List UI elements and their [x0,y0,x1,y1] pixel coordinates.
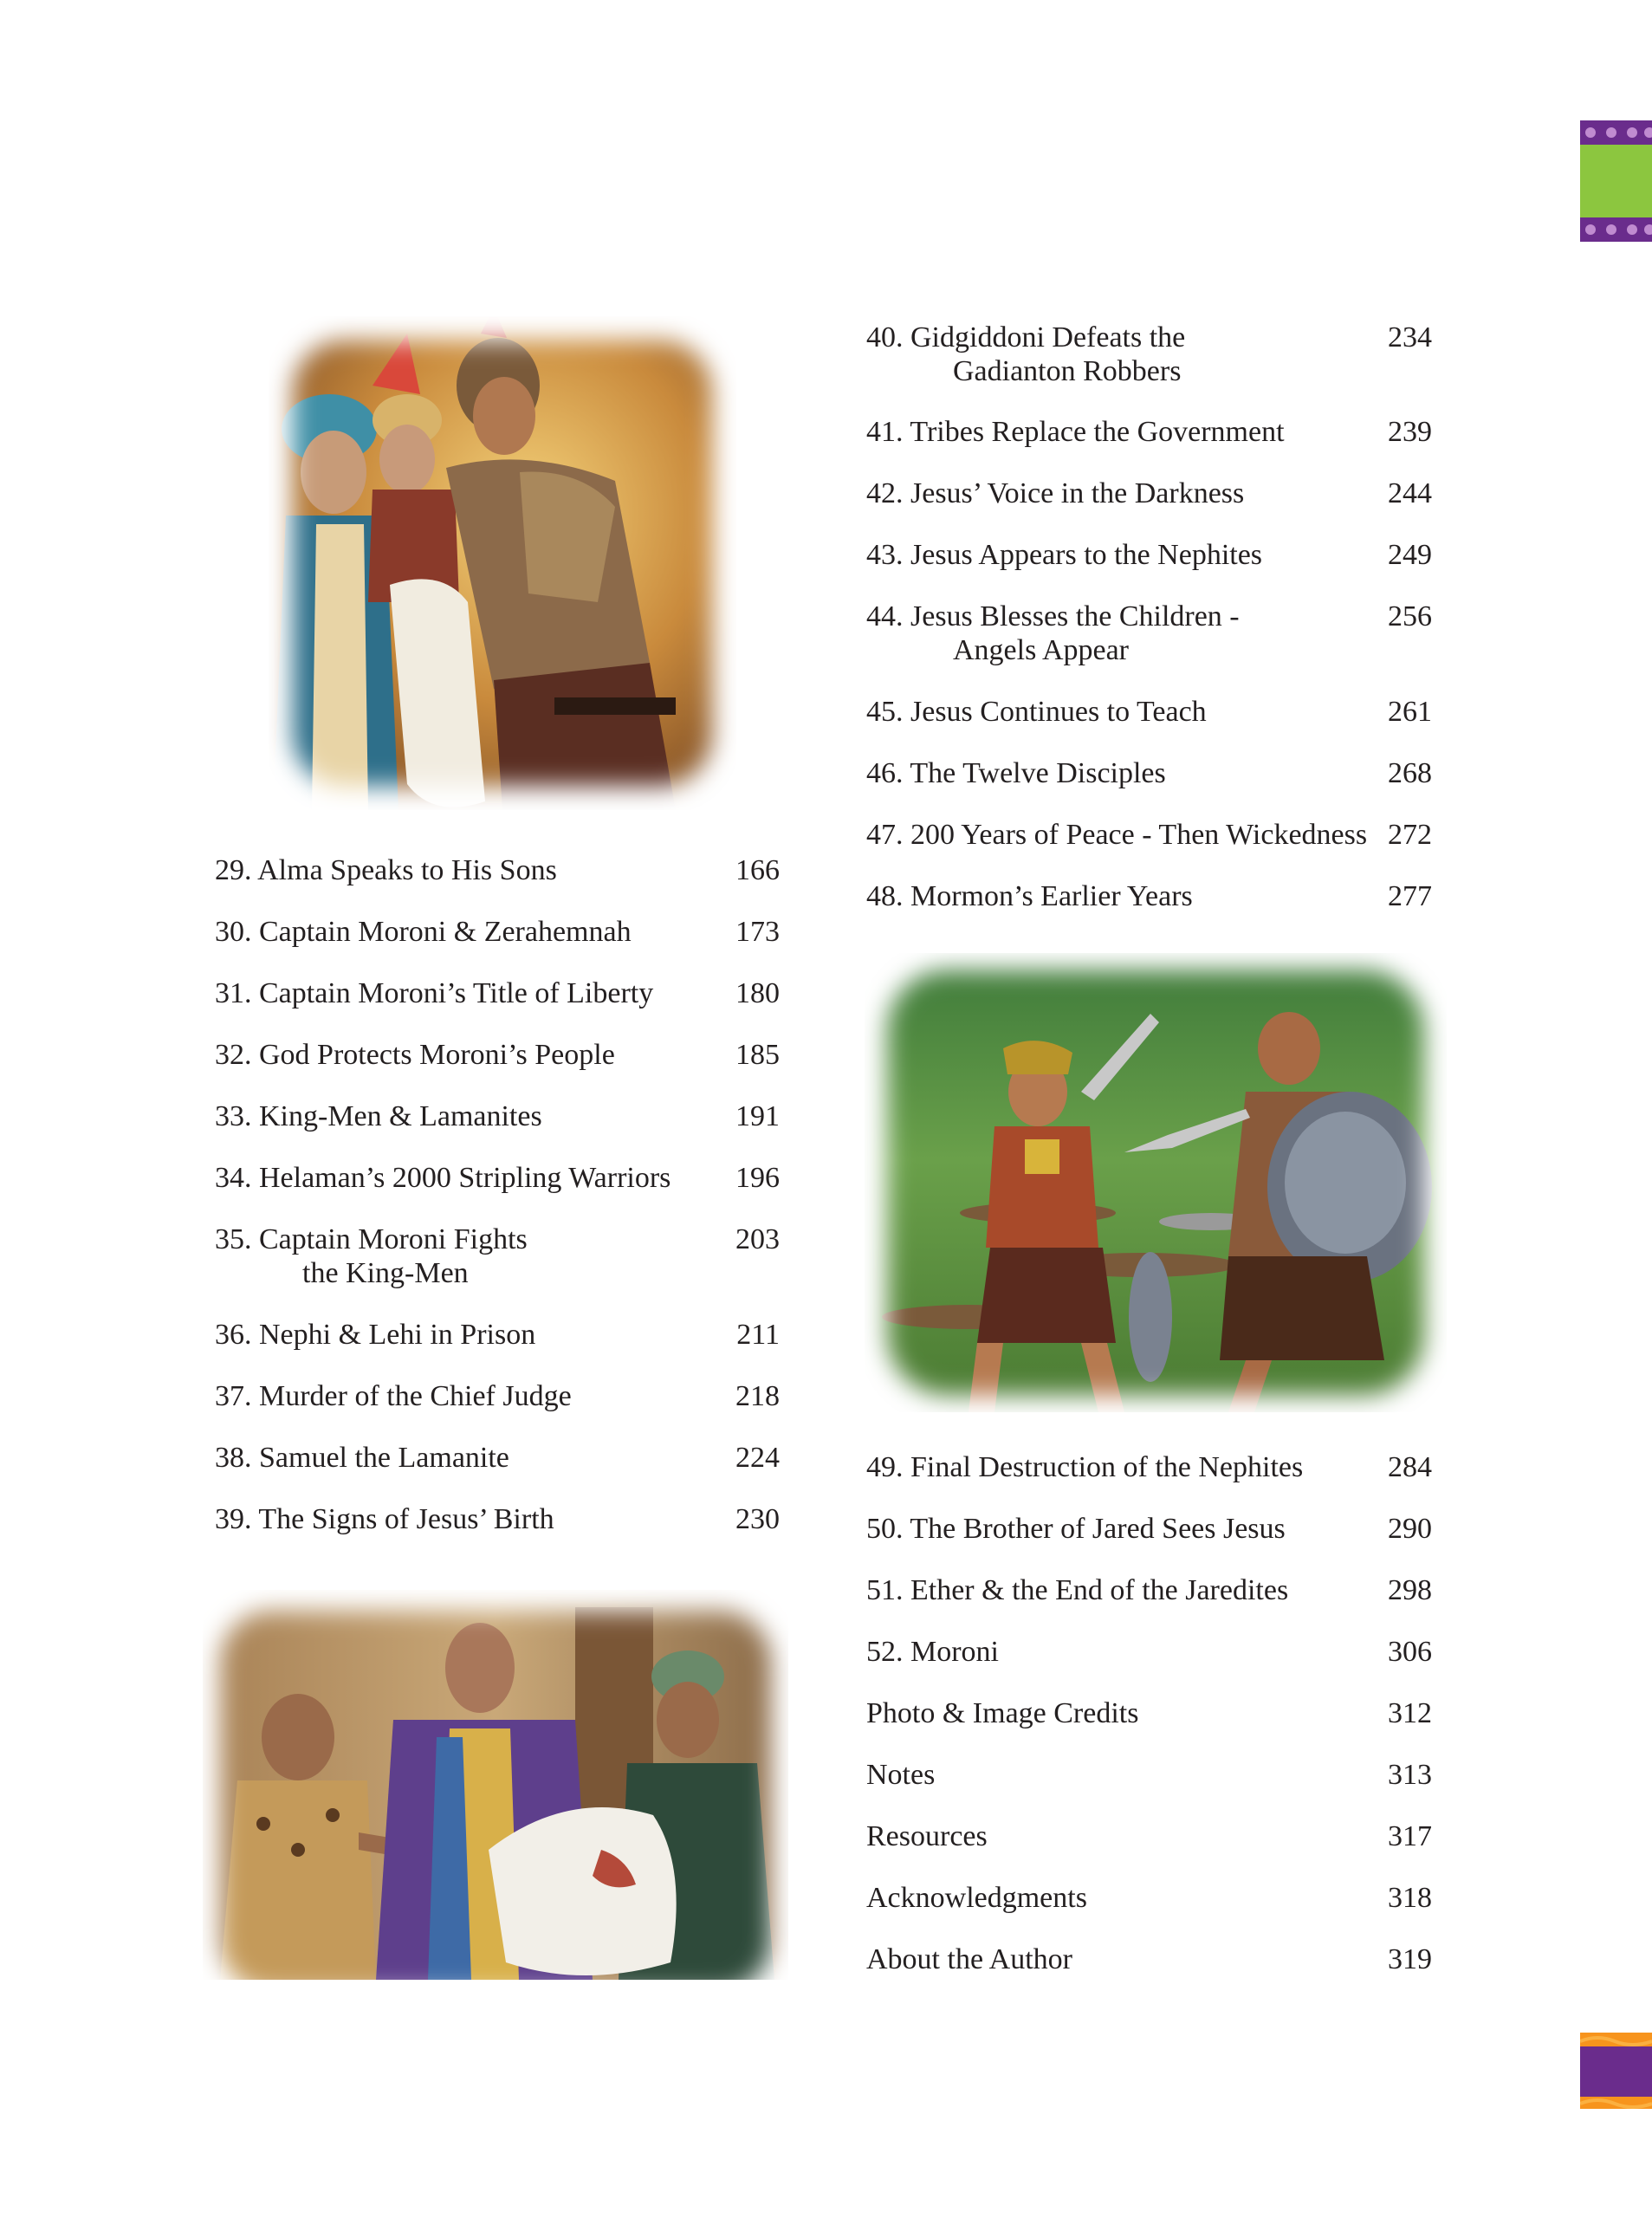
toc-entry-title: 49. Final Destruction of the Nephites [866,1451,1304,1483]
toc-entry-title: 32. God Protects Moroni’s People [215,1039,615,1071]
toc-entry-title: 43. Jesus Appears to the Nephites [866,539,1263,571]
toc-right-column-bottom [866,1450,1432,1988]
toc-entry-title: Photo & Image Credits [866,1697,1139,1729]
toc-entry-page: 306 [1388,1636,1432,1668]
toc-entry-title: 38. Samuel the Lamanite [215,1442,509,1474]
toc-entry-page: 244 [1388,477,1432,509]
toc-entry-title: 47. 200 Years of Peace - Then Wickedness [866,819,1368,851]
toc-entry-title: 41. Tribes Replace the Government [866,416,1285,448]
edge-tab-bottom [1580,2033,1652,2109]
toc-entry-page: 319 [1388,1943,1432,1975]
toc-entry-page: 185 [735,1039,780,1071]
toc-entry-title: 48. Mormon’s Earlier Years [866,880,1193,912]
toc-entry-page: 318 [1388,1882,1432,1914]
toc-entry-title-continuation: Gadianton Robbers [953,355,1182,387]
toc-entry-title: 50. The Brother of Jared Sees Jesus [866,1513,1286,1545]
toc-entry[interactable] [866,321,1432,390]
toc-entry-page: 256 [1388,600,1432,632]
toc-entry-page: 277 [1388,880,1432,912]
toc-entry-title: About the Author [866,1943,1072,1975]
toc-entry-page: 224 [735,1442,780,1474]
illustration-three-men-with-cloth [203,1590,788,1980]
toc-entry-title: 30. Captain Moroni & Zerahemnah [215,916,632,948]
toc-entry-page: 196 [735,1162,780,1194]
toc-entry-page: 298 [1388,1574,1432,1606]
toc-entry-page: 239 [1388,416,1432,448]
edge-tab-top [1580,120,1652,242]
toc-entry-title: 39. The Signs of Jesus’ Birth [215,1503,554,1535]
toc-entry-title: 37. Murder of the Chief Judge [215,1380,572,1412]
toc-entry-page: 313 [1388,1759,1432,1791]
toc-entry-page: 230 [735,1503,780,1535]
toc-entry-page: 317 [1388,1820,1432,1852]
toc-entry-page: 218 [735,1380,780,1412]
toc-entry-page: 173 [735,916,780,948]
toc-right-column-top [866,321,1432,918]
toc-entry-title: 34. Helaman’s 2000 Stripling Warriors [215,1162,671,1194]
toc-entry-title: 33. King-Men & Lamanites [215,1100,542,1132]
toc-entry-title: 44. Jesus Blesses the Children - [866,600,1240,632]
toc-entry[interactable] [215,1222,780,1292]
toc-entry-page: 211 [736,1319,780,1351]
toc-entry[interactable] [866,600,1432,669]
toc-entry-title-continuation: the King-Men [302,1257,469,1289]
toc-entry-page: 268 [1388,757,1432,789]
toc-entry-title: 52. Moroni [866,1636,999,1668]
toc-entry-page: 261 [1388,696,1432,728]
toc-entry-title: 31. Captain Moroni’s Title of Liberty [215,977,654,1009]
toc-entry-title: 46. The Twelve Disciples [866,757,1166,789]
toc-entry-page: 284 [1388,1451,1432,1483]
toc-entry-page: 249 [1388,539,1432,571]
toc-entry-page: 272 [1388,819,1432,851]
toc-entry-title: Resources [866,1820,988,1852]
toc-entry-title: 29. Alma Speaks to His Sons [215,854,557,886]
toc-entry-title: 35. Captain Moroni Fights [215,1223,528,1255]
toc-entry-page: 290 [1388,1513,1432,1545]
toc-entry-page: 180 [735,977,780,1009]
toc-entry-title: 40. Gidgiddoni Defeats the [866,321,1186,353]
toc-entry-title: 51. Ether & the End of the Jaredites [866,1574,1289,1606]
toc-entry-page: 166 [735,854,780,886]
toc-entry-title: 36. Nephi & Lehi in Prison [215,1319,536,1351]
toc-entry-title: 45. Jesus Continues to Teach [866,696,1207,728]
toc-left-column [215,853,780,1547]
toc-entry-page: 203 [735,1223,780,1255]
edge-tab-top-graphic [1580,120,1652,242]
toc-entry-title: Acknowledgments [866,1882,1087,1914]
toc-entry-page: 234 [1388,321,1432,353]
toc-entry-page: 191 [735,1100,780,1132]
toc-entry-title-continuation: Angels Appear [953,634,1130,666]
illustration-battle-warriors [865,953,1447,1412]
toc-entry-title: 42. Jesus’ Voice in the Darkness [866,477,1245,509]
toc-entry-title: Notes [866,1759,936,1791]
edge-tab-bottom-graphic [1580,2033,1652,2109]
toc-entry-page: 312 [1388,1697,1432,1729]
illustration-warrior-with-captives [269,316,736,810]
